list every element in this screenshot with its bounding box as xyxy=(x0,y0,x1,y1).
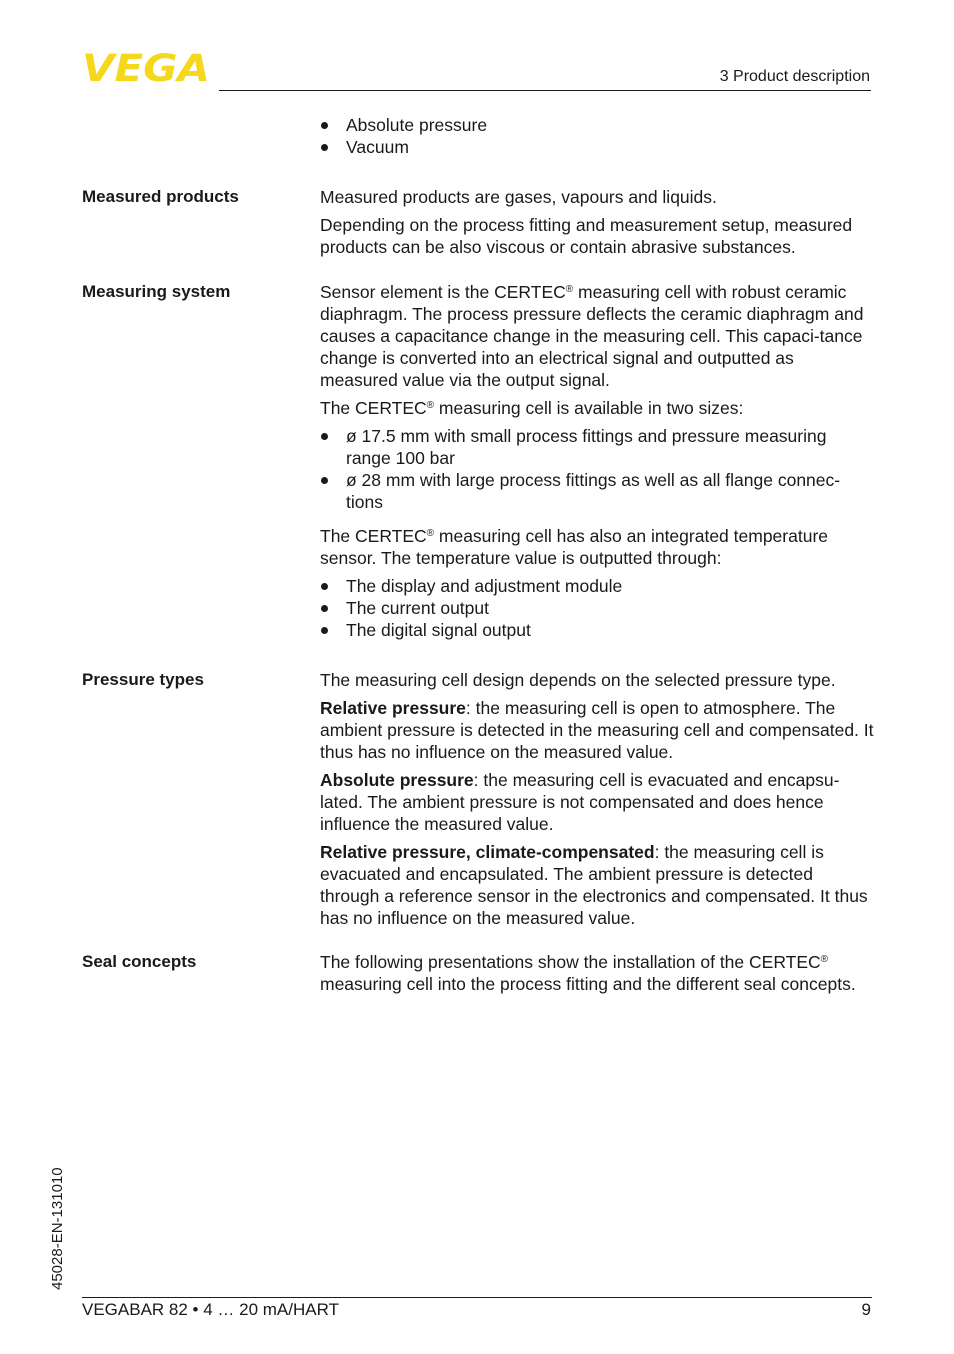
measured-products-body xyxy=(320,186,876,264)
cell-sizes-list xyxy=(320,425,876,513)
paragraph: The following presentations show the installation of the CERTEC® measuring cell into the process fitting and the different seal concepts. xyxy=(320,952,856,994)
list-item: Vacuum xyxy=(320,136,876,158)
paragraph: The CERTEC® measuring cell has also an integrated temperature sensor. The temperature value is outputted through: xyxy=(320,526,829,568)
paragraph: Absolute pressure: the measuring cell is evacuated and encapsu-lated. The ambient pressure is not compensated and does hence influence the measured value. xyxy=(320,770,840,834)
list-item: The display and adjustment module xyxy=(320,575,876,597)
paragraph: Depending on the process fitting and measurement setup, measured products can be also viscous or contain abrasive substances. xyxy=(320,215,853,257)
footer-product: VEGABAR 82 • 4 … 20 mA/HART xyxy=(82,1300,339,1319)
measuring-system-label: Measuring system xyxy=(82,282,231,301)
paragraph: Relative pressure, climate-compensated: the measuring cell is evacuated and encapsulated. The ambient pressure is detected through a reference sensor in the electronics and compensated. It thus has no influence on the measured value. xyxy=(320,842,868,928)
pressure-list xyxy=(320,114,876,158)
paragraph: The CERTEC® measuring cell is available in two sizes: xyxy=(320,398,744,418)
pressure-types-label: Pressure types xyxy=(82,670,204,689)
page-number: 9 xyxy=(861,1300,871,1319)
list-item: The current output xyxy=(320,597,876,619)
list-item: ø 28 mm with large process fittings as well as all flange connec-tions xyxy=(320,469,876,513)
measured-products-label: Measured products xyxy=(82,187,239,206)
temperature-outputs-list xyxy=(320,575,876,641)
document-code: 45028-EN-131010 xyxy=(49,1167,66,1290)
measuring-system-body xyxy=(320,281,876,647)
paragraph: Sensor element is the CERTEC® measuring cell with robust ceramic diaphragm. The process pressure deflects the ceramic diaphragm and causes a capacitance change in the measuring cell. This capaci-tance change is converted into an electrical signal and outputted as measured value via the output signal. xyxy=(320,282,864,390)
list-item: Absolute pressure xyxy=(320,114,876,136)
list-item: The digital signal output xyxy=(320,619,876,641)
top-list-block xyxy=(320,114,876,164)
paragraph: Relative pressure: the measuring cell is open to atmosphere. The ambient pressure is detected in the measuring cell and compensated. It thus has no influence on the measured value. xyxy=(320,698,874,762)
paragraph: Measured products are gases, vapours and liquids. xyxy=(320,187,717,207)
vega-logo-text: VEGA xyxy=(82,51,210,83)
seal-concepts-body xyxy=(320,951,876,1001)
vega-logo xyxy=(82,51,212,83)
list-item: ø 17.5 mm with small process fittings and pressure measuring range 100 bar xyxy=(320,425,876,469)
header-section-title: 3 Product description xyxy=(719,68,870,85)
paragraph: The measuring cell design depends on the selected pressure type. xyxy=(320,670,836,690)
pressure-types-body xyxy=(320,669,876,935)
footer-divider xyxy=(82,1297,872,1298)
seal-concepts-label: Seal concepts xyxy=(82,952,197,971)
header-divider xyxy=(219,90,871,91)
